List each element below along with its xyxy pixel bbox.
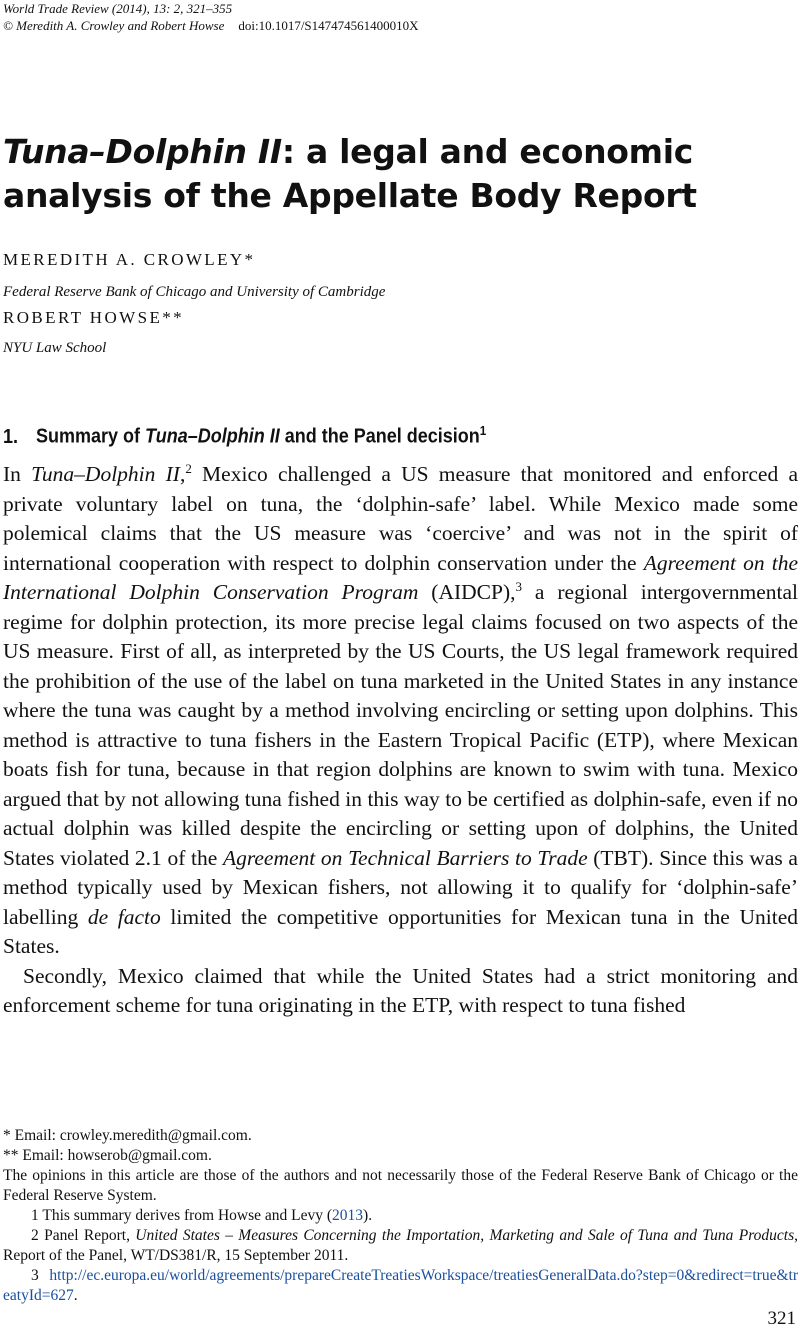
footnote-ref-3[interactable]: 3	[515, 578, 523, 594]
article-title	[3, 130, 798, 218]
p1-text: In	[3, 462, 32, 486]
paragraph-1	[3, 460, 798, 962]
title-italic: Tuna–Dolphin II	[3, 132, 282, 171]
doi: doi:10.1017/S147474561400010X	[238, 18, 419, 33]
section-heading	[3, 418, 486, 450]
p1-text: ,	[179, 462, 186, 486]
p1-text: Mexico challenged a US measure that monitored and enforced a private voluntary label on tuna, the ‘dolphin-safe’ label. While Mexico made some polemical claims that the US measure was ‘coercive’ and was not in the spirit of international cooperation with respect to dolphin conservation under the	[3, 462, 798, 575]
footnote-2-end: , Report of the Panel, WT/DS381/R, 15 September 2011.	[3, 1227, 798, 1264]
footnote-1-text: 1 This summary derives from Howse and Levy (	[31, 1207, 333, 1224]
body-text	[3, 460, 798, 1021]
disclaimer: The opinions in this article are those of the authors and not necessarily those of the Federal Reserve Bank of Chicago or the Federal Reserve System.	[3, 1167, 798, 1204]
footnote-star: * Email: crowley.meredith@gmail.com.	[3, 1127, 252, 1144]
p1-italic-defacto: de facto	[87, 904, 161, 929]
footnote-3-link[interactable]: http://ec.europa.eu/world/agreements/prepareCreateTreatiesWorkspace/treatiesGeneralData.do?step=0&redirect=true&treatyId=627	[3, 1267, 798, 1304]
footnote-1-end: ).	[363, 1207, 373, 1224]
footnote-3-number: 3	[31, 1267, 50, 1284]
title-rest: : a legal and economic analysis of the Appellate Body Report	[3, 132, 697, 215]
footnote-ref-2[interactable]: 2	[185, 460, 192, 476]
author-2-name: ROBERT HOWSE**	[3, 308, 185, 327]
footnote-2-text: 2 Panel Report,	[31, 1227, 136, 1244]
journal-citation: World Trade Review (2014), 13: 2, 321–355	[3, 1, 233, 16]
footnote-2	[3, 1226, 798, 1266]
running-header	[3, 0, 419, 34]
copyright-line	[3, 17, 419, 34]
reference-link[interactable]: 2013	[332, 1207, 364, 1224]
p1-text: (AIDCP),	[418, 580, 516, 604]
p1-text: (TBT). Since this was a method typically used by Mexican fishers, not allowing it to qualify for ‘dolphin-safe’ labelling	[3, 845, 798, 929]
section-suffix: and the Panel decision	[279, 425, 480, 448]
author-2-affiliation: NYU Law School	[3, 340, 107, 356]
footnotes	[3, 1126, 798, 1306]
footnote-double-star: ** Email: howserob@gmail.com.	[3, 1147, 212, 1164]
p1-text: limited the competitive opportunities for Mexican tuna in the United States.	[3, 904, 798, 958]
p1-italic-tbt: Agreement on Technical Barriers to Trade	[222, 845, 588, 870]
section-footnote-ref[interactable]: 1	[479, 423, 487, 438]
section-prefix: Summary of	[36, 425, 146, 448]
author-1-affiliation: Federal Reserve Bank of Chicago and University of Cambridge	[3, 284, 386, 300]
section-italic: Tuna–Dolphin II	[145, 425, 280, 448]
footnote-3	[3, 1266, 798, 1306]
p1-text: a regional intergovernmental regime for dolphin protection, its more precise legal claims focused on two aspects of the US measure. First of all, as interpreted by the US Courts, the US legal framework required the prohibition of the use of the label on tuna marketed in the United States in any instance where the tuna was caught by a method involving encircling or setting upon dolphins. This method is attractive to tuna fishers in the Eastern Tropical Pacific (ETP), where Mexican boats fish for tuna, because in that region dolphins are known to swim with tuna. Mexico argued that by not allowing tuna fished in this way to be certified as dolphin-safe, even if no actual dolphin was killed despite the encircling or setting upon of dolphins, the United States violated 2.1 of the	[3, 580, 798, 870]
author-1-name: MEREDITH A. CROWLEY*	[3, 250, 256, 269]
footnote-1	[3, 1206, 798, 1226]
page-number: 321	[767, 1308, 796, 1329]
copyright: © Meredith A. Crowley and Robert Howse	[3, 18, 225, 33]
p1-italic-aidcp: Agreement on the International Dolphin Conservation Program	[3, 550, 798, 604]
p1-italic-case: Tuna–Dolphin II	[31, 462, 180, 486]
footnote-2-italic: United States – Measures Concerning the Importation, Marketing and Sale of Tuna and Tuna Products	[135, 1227, 795, 1244]
section-number: 1.	[3, 425, 19, 448]
paragraph-2: Secondly, Mexico claimed that while the United States had a strict monitoring and enforcement scheme for tuna originating in the ETP, with respect to tuna fished	[3, 963, 798, 1017]
footnote-3-end: .	[73, 1287, 78, 1304]
